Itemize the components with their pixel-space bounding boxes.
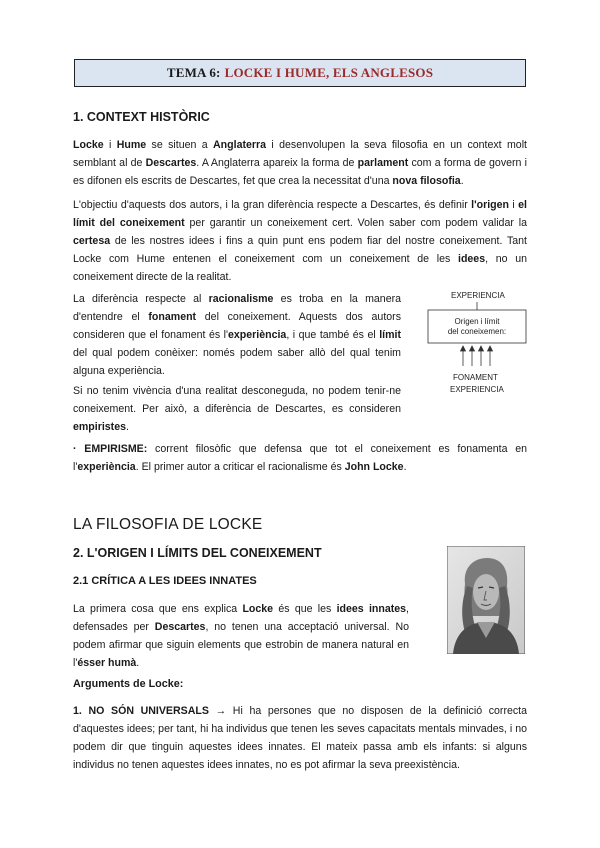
bold-term: l'origen xyxy=(471,199,509,211)
bold-term: parlament xyxy=(357,157,409,169)
title-banner xyxy=(74,59,526,87)
section-heading-context: 1. CONTEXT HISTÒRIC xyxy=(73,110,210,124)
paragraph-context-4: Si no tenim vivència d'una realitat desconeguda, no podem tenir-ne coneixement. Per això, a diferència de Descartes, es consideren empiristes. xyxy=(73,385,401,433)
paragraph-context-3: La diferència respecte al racionalisme es troba en la manera d'entendre el fonament del coneixement. Aquests dos autors consideren que el fonament és l'experiència, i que també és el límit del qual podem conèixer: només podem saber allò del qual tenim alguna experiència. xyxy=(73,293,402,377)
subsubheading-innate-ideas: 2.1 CRÍTICA A LES IDEES INNATES xyxy=(73,575,257,587)
bold-term: empiristes xyxy=(73,421,126,433)
diagram-box-line1: Origen i límit xyxy=(454,317,500,326)
bold-term: Descartes xyxy=(145,157,197,169)
bold-term: 1. NO SÓN UNIVERSALS xyxy=(73,705,209,717)
bold-term: Descartes xyxy=(154,621,206,633)
up-arrow-icons xyxy=(461,346,493,366)
paragraph-innate-ideas: La primera cosa que ens explica Locke és que les idees innates, defensades per Descartes, no tenen una acceptació universal. No podem afirmar que siguin elements que estrobin de manera natural en l'ésser humà. xyxy=(73,603,409,669)
diagram-box-line2: del coneixemen: xyxy=(447,327,507,336)
bold-term: fonament xyxy=(148,311,197,323)
bold-term: límit xyxy=(379,329,401,341)
bold-term: Locke xyxy=(73,139,104,151)
section-heading-locke: LA FILOSOFIA DE LOCKE xyxy=(73,516,263,533)
paragraph-argument-1: 1. NO SÓN UNIVERSALS → Hi ha persones que no disposen de la definició correcta d'aquestes idees; per tant, hi ha individus que tenen les seves capacitats mentals minvades, i no podem dir que tinguin aquestes idees innates. El mateix passa amb els infants: si alguns individus no tenen aquestes idees innates, no es pot afirmar la seva preexistència. xyxy=(73,705,527,771)
bold-term: · EMPIRISME: xyxy=(73,443,148,455)
bold-term: John Locke xyxy=(344,461,404,473)
diagram-bottom-line1: FONAMENT xyxy=(453,373,498,382)
diagram-top-label: EXPERIENCIA xyxy=(451,291,505,300)
paragraph-empirisme: · EMPIRISME: corrent filosòfic que defensa que tot el coneixement es fonamenta en l'experiència. El primer autor a criticar el racionalisme és John Locke. xyxy=(73,443,527,473)
bold-term: Locke xyxy=(242,603,274,615)
locke-portrait-image xyxy=(447,546,525,654)
experience-diagram xyxy=(422,289,532,399)
bold-term: el límit del coneixement xyxy=(73,199,527,229)
arguments-heading: Arguments de Locke: xyxy=(73,678,184,690)
bold-term: idees innates xyxy=(336,603,407,615)
bold-term: certesa xyxy=(73,235,111,247)
title-prefix: TEMA 6: xyxy=(166,65,221,80)
bold-term: idees xyxy=(458,253,486,265)
paragraph-context-2: L'objectiu d'aquests dos autors, i la gran diferència respecte a Descartes, és definir l'origen i el límit del coneixement per garantir un coneixement cert. Volen saber com podem validar la certesa de les nostres idees i fins a quin punt ens podem fiar del nostre coneixement. Tant Locke com Hume entenen el coneixement com un coneixement de les idees, no un coneixement directe de la realitat. xyxy=(73,199,527,283)
bold-term: nova filosofia xyxy=(392,175,461,187)
paragraph-context-1: Locke i Hume se situen a Anglaterra i desenvolupen la seva filosofia en un context molt semblant al de Descartes. A Anglaterra apareix la forma de parlament com a forma de govern i es difonen els escrits de Descartes, fet que crea la necessitat d'una nova filosofia. xyxy=(73,139,527,187)
diagram-bottom-line2: EXPERIENCIA xyxy=(450,385,504,394)
subheading-origin-limits: 2. L'ORIGEN I LÍMITS DEL CONEIXEMENT xyxy=(73,546,322,560)
bold-term: racionalisme xyxy=(208,293,274,305)
bold-term: ésser humà xyxy=(77,657,137,669)
bold-term: Hume xyxy=(116,139,147,151)
bold-term: Anglaterra xyxy=(213,139,267,151)
bold-term: experiència xyxy=(228,329,287,341)
bold-term: experiència xyxy=(77,461,136,473)
title-accent: LOCKE I HUME, ELS ANGLESOS xyxy=(224,65,434,80)
